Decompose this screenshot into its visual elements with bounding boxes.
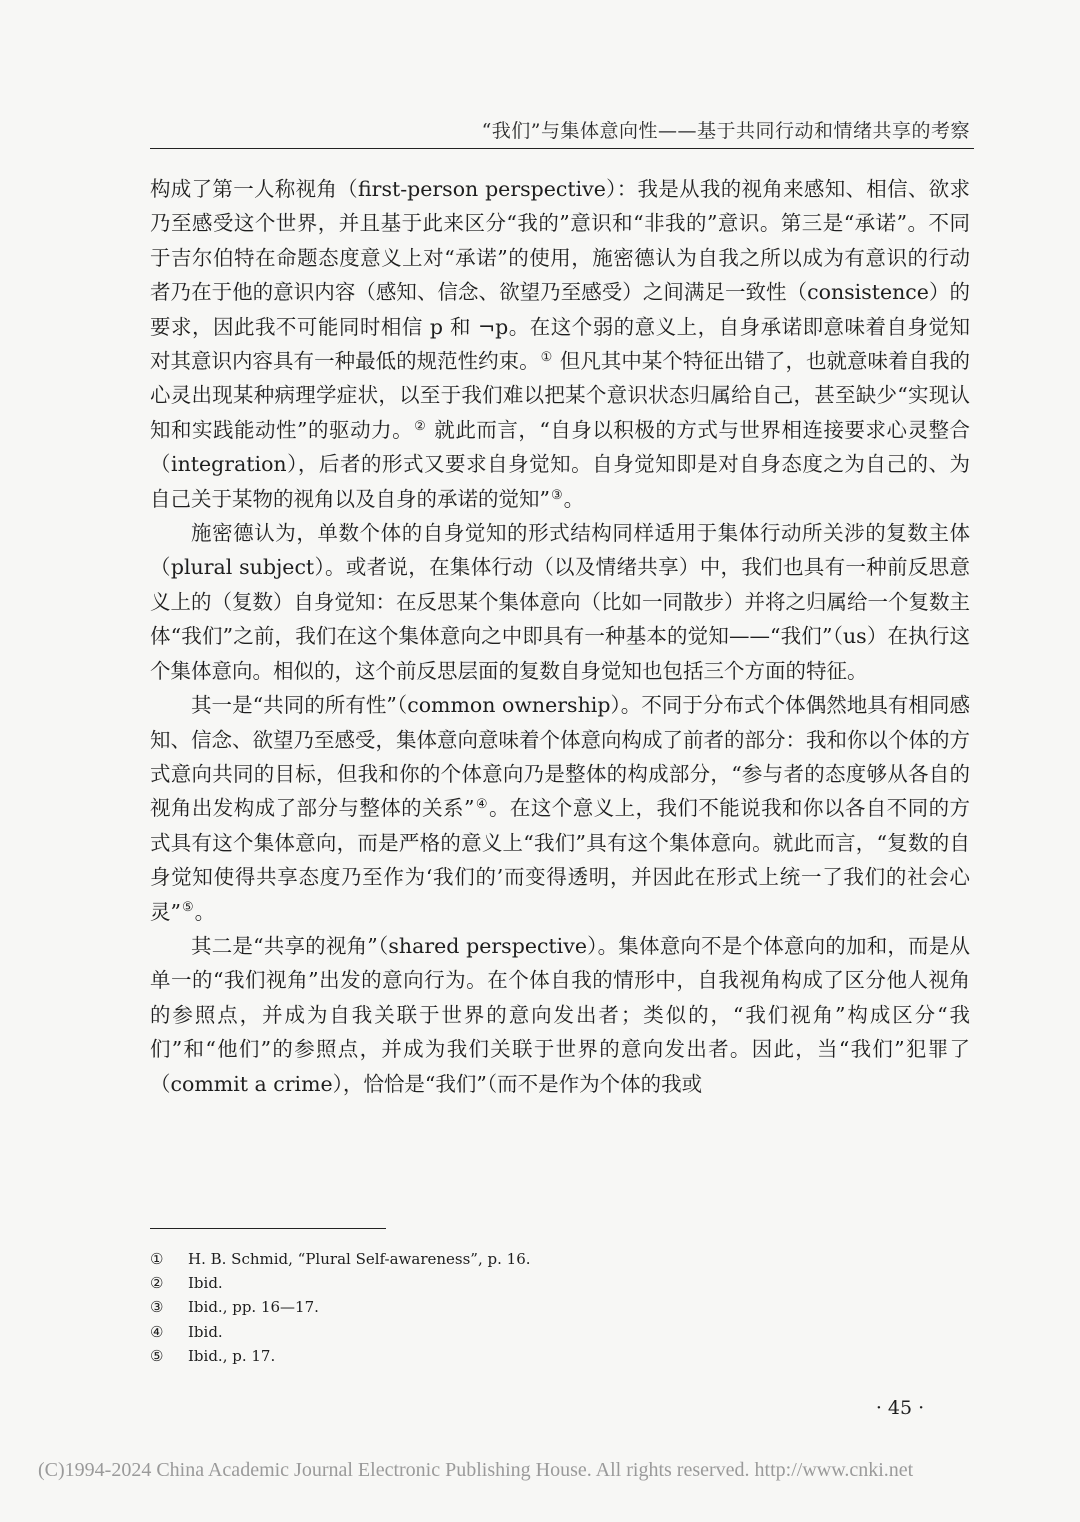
footnote-text: Ibid., pp. 16—17. xyxy=(188,1298,319,1317)
footnote-ref-3[interactable]: ③ xyxy=(550,487,563,503)
footnote-text: Ibid., p. 17. xyxy=(188,1346,276,1365)
p1-text-b: 但凡其中某个特征出错了，也就意味着自我的心灵出现某种病理学症状，以至于我们难以把某个意识状态归属给自己，甚至缺少“实现认知和实践能动性”的驱动力。 xyxy=(150,349,971,442)
footnote-3 xyxy=(150,1295,970,1319)
footnote-text: Ibid. xyxy=(188,1274,223,1293)
footnote-number: ⑤ xyxy=(150,1346,164,1365)
footnote-2 xyxy=(150,1271,970,1295)
paragraph-1 xyxy=(150,172,970,516)
footnote-5 xyxy=(150,1344,970,1368)
p1-text-c: 就此而言，“自身以积极的方式与世界相连接要求心灵整合（integration），后者的形式又要求自身觉知。自身觉知即是对自身态度之为自己的、为自己关于某物的视角以及自身的承诺的觉知” xyxy=(150,417,971,511)
paragraph-2: 施密德认为，单数个体的自身觉知的形式结构同样适用于集体行动所关涉的复数主体（plural subject）。或者说，在集体行动（以及情绪共享）中，我们也具有一种前反思意义上的（复数）自身觉知：在反思某个集体意向（比如一同散步）并将之归属给一个复数主体“我们”之前，我们在这个集体意向之中即具有一种基本的觉知——“我们”（us）在执行这个集体意向。相似的，这个前反思层面的复数自身觉知也包括三个方面的特征。 xyxy=(150,521,970,683)
footnote-text: Ibid. xyxy=(188,1322,223,1341)
footnote-rule xyxy=(150,1228,386,1229)
paragraph-4: 其二是“共享的视角”（shared perspective）。集体意向不是个体意向的加和，而是从单一的“我们视角”出发的意向行为。在个体自我的情形中，自我视角构成了区分他人视角的参照点，并成为自我关联于世界的意向发出者；类似的，“我们视角”构成区分“我们”和“他们”的参照点，并成为我们关联于世界的意向发出者。因此，当“我们”犯罪了（commit a crime），恰恰是“我们”（而不是作为个体的我或 xyxy=(150,933,970,1096)
footnote-ref-2[interactable]: ② xyxy=(414,418,427,434)
footnote-number: ③ xyxy=(150,1298,164,1317)
page-number: · 45 · xyxy=(875,1397,925,1419)
footnote-ref-4[interactable]: ④ xyxy=(475,797,488,813)
footnote-number: ② xyxy=(150,1274,164,1293)
p3-text-a: 其一是“共同的所有性”（common ownership）。不同于分布式个体偶然地具有相同感知、信念、欲望乃至感受，集体意向意味着个体意向构成了前者的部分：我和你以个体的方式意向共同的目标，但我和你的个体意向乃是整体的构成部分，“参与者的态度够从各自的视角出发构成了部分与整体的关系” xyxy=(150,693,970,821)
paragraph-3 xyxy=(150,688,970,929)
p1-text-d: 。 xyxy=(563,486,585,511)
footnote-ref-5[interactable]: ⑤ xyxy=(181,900,194,916)
header-rule xyxy=(150,148,974,149)
copyright-watermark: (C)1994-2024 China Academic Journal Electronic Publishing House. All rights reserved. http://www.cnki.net xyxy=(38,1459,914,1481)
footnote-4 xyxy=(150,1320,970,1344)
footnote-number: ④ xyxy=(150,1322,164,1341)
p3-text-b: 。在这个意义上，我们不能说我和你以各自不同的方式具有这个集体意向，而是严格的意义上“我们”具有这个集体意向。就此而言，“复数的自身觉知使得共享态度乃至作为‘我们的’而变得透明，并因此在形式上统一了我们的社会心灵” xyxy=(150,796,971,924)
p1-text-a: 构成了第一人称视角（first-person perspective）：我是从我的视角来感知、相信、欲求乃至感受这个世界，并且基于此来区分“我的”意识和“非我的”意识。第三是“承诺”。不同于吉尔伯特在命题态度意义上对“承诺”的使用，施密德认为自我之所以成为有意识的行动者乃在于他的意识内容（感知、信念、欲望乃至感受）之间满足一致性（consistence）的要求，因此我不可能同时相信 p 和 ¬p。在这个弱的意义上，自身承诺即意味着自身觉知对其意识内容具有一种最低的规范性约束。 xyxy=(150,177,970,374)
p3-text-c: 。 xyxy=(194,899,216,924)
body-text xyxy=(150,172,970,1101)
running-head: “我们”与集体意向性——基于共同行动和情绪共享的考察 xyxy=(481,120,970,142)
footnote-text: H. B. Schmid, “Plural Self-awareness”, p. 16. xyxy=(188,1250,531,1268)
footnote-1 xyxy=(150,1247,970,1271)
footnotes xyxy=(150,1247,970,1368)
footnote-ref-1[interactable]: ① xyxy=(540,349,553,365)
footnote-number: ① xyxy=(150,1250,164,1268)
